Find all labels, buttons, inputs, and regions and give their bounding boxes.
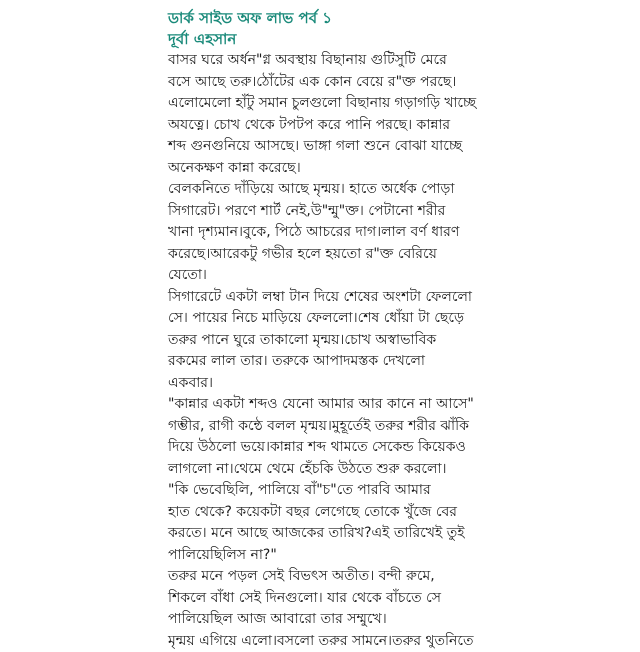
- story-text-line: সিগারেটে একটা লম্বা টান দিয়ে শেষের অংশটা ফেললো: [168, 287, 478, 309]
- story-text-line: সে। পায়ের নিচে মাড়িয়ে ফেললো।শেষ ধোঁয়া টা ছেড়ে: [168, 308, 478, 330]
- story-text-line: "কান্নার একটা শব্দও যেনো আমার আর কানে না আসে": [168, 394, 478, 416]
- story-text-line: লাগলো না।থেমে থেমে হেঁচকি উঠতে শুরু করলো।: [168, 459, 478, 481]
- story-text-line: পালিয়েছিলিস না?": [168, 545, 478, 567]
- story-text-line: শিকলে বাঁধা সেই দিনগুলো। যার থেকে বাঁচতে সে: [168, 588, 478, 610]
- story-text-line: পালিয়েছিল আজ আবারো তার সম্মুখে।: [168, 609, 478, 631]
- story-text-line: শব্দ গুনগুনিয়ে আসছে। ভাঙ্গা গলা শুনে বোঝা যাচ্ছে: [168, 136, 478, 158]
- story-title: ডার্ক সাইড অফ লাভ পর্ব ১: [168, 8, 478, 29]
- story-text-line: গম্ভীর, রাগী কন্ঠে বলল মৃন্ময়।মুহূর্তেই তরুর শরীর ঝাঁকি: [168, 416, 478, 438]
- story-text-line: অযত্নে। চোখ থেকে টপটপ করে পানি পরছে। কান্নার: [168, 115, 478, 137]
- story-text-line: মৃন্ময় এগিয়ে এলো।বসলো তরুর সামনে।তরুর থুতনিতে: [168, 631, 478, 652]
- story-text-line: একবার।: [168, 373, 478, 395]
- story-text-line: এলোমেলো হাঁটু সমান চুলগুলো বিছানায় গড়াগড়ি খাচ্ছে: [168, 93, 478, 115]
- story-body: [168, 50, 478, 652]
- story-text-line: তরুর পানে ঘুরে তাকালো মৃন্ময়।চোখ অস্বাভাবিক: [168, 330, 478, 352]
- story-text-line: করেছে।আরেকটু গভীর হলে হয়তো র"ক্ত বেরিয়ে: [168, 244, 478, 266]
- story-text-line: "কি ভেবেছিলি, পালিয়ে বাঁ"চ"তে পারবি আমার: [168, 480, 478, 502]
- story-text-line: হাত থেকে? কয়েকটা বছর লেগেছে তোকে খুঁজে বের: [168, 502, 478, 524]
- story-text-line: অনেকক্ষণ কান্না করেছে।: [168, 158, 478, 180]
- story-text-line: রকমের লাল তার। তরুকে আপাদমস্তক দেখলো: [168, 351, 478, 373]
- story-text-line: বাসর ঘরে অর্ধন"গ্ন অবস্থায় বিছানায় গুটিসুটি মেরে: [168, 50, 478, 72]
- story-text-line: যেতো।: [168, 265, 478, 287]
- story-text-line: বেলকনিতে দাঁড়িয়ে আছে মৃন্ময়। হাতে অর্ধেক পোড়া: [168, 179, 478, 201]
- story-page: [168, 8, 478, 638]
- story-text-line: সিগারেট। পরণে শার্ট নেই,উ"ন্মু"ক্ত। পেটানো শরীর: [168, 201, 478, 223]
- story-text-line: বসে আছে তরু।ঠোঁটের এক কোন বেয়ে র"ক্ত পরছে।: [168, 72, 478, 94]
- story-text-line: তরুর মনে পড়ল সেই বিভৎস অতীত। বন্দী রুমে,: [168, 566, 478, 588]
- story-author: দূর্বা এহসান: [168, 29, 478, 50]
- story-text-line: করতে। মনে আছে আজকের তারিখ?এই তারিখেই তুই: [168, 523, 478, 545]
- story-text-line: খানা দৃশ্যমান।বুকে, পিঠে আচরের দাগ।লাল বর্ণ ধারণ: [168, 222, 478, 244]
- story-text-line: দিয়ে উঠলো ভয়ে।কান্নার শব্দ থামতে সেকেন্ড কিয়েকও: [168, 437, 478, 459]
